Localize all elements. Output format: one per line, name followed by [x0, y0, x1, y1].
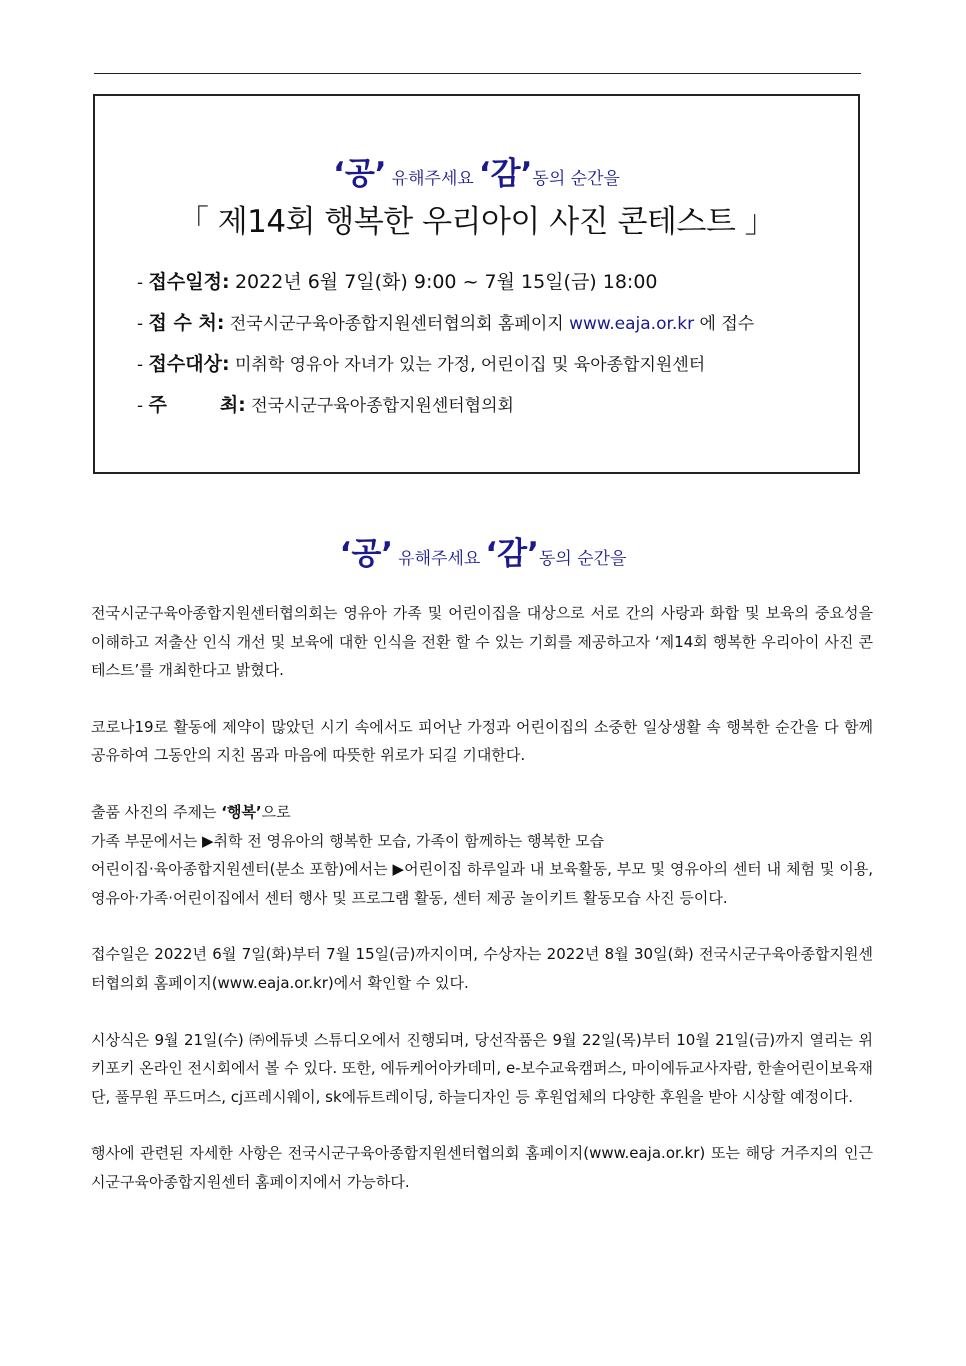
dash: - — [137, 314, 144, 334]
paragraph-intro: 전국시군구육아종합지원센터협의회는 영유아 가족 및 어린이집을 대상으로 서로 간의 사랑과 화합 및 보육의 중요성을 이해하고 저출산 인식 개선 및 보육에 대한 인식을 전환 할 수 있는 기회를 제공하고자 ‘제14회 행복한 우리아이 사진 콘테스트’를 개최한다고 밝혔다. — [91, 604, 873, 680]
info-row-target — [137, 354, 754, 395]
contest-title: 「 제14회 행복한 우리아이 사진 콘테스트 」 — [177, 204, 776, 240]
dash: - — [137, 396, 144, 416]
target-value: 미취학 영유아 자녀가 있는 가정, 어린이집 및 육아종합지원센터 — [234, 355, 706, 375]
info-row-host — [137, 395, 754, 436]
target-label: 접수대상: — [148, 353, 230, 375]
slogan-text-1: 유해주세요 — [391, 169, 474, 189]
paragraph-ceremony: 시상식은 9월 21일(수) ㈜에듀넷 스튜디오에서 진행되며, 당선작품은 9월 22일(목)부터 10월 21일(금)까지 열리는 위키포키 온라인 전시회에서 볼 수 있다. 또한, 에듀케어아카데미, e-보수교육캠퍼스, 마이에듀교사자람, 한솔어린이보육재단, 풀무원 푸드머스, cj프레시웨이, sk에듀트레이딩, 하늘디자인 등 후원업체의 다양한 후원을 받아 시상할 예정이다. — [91, 1030, 873, 1106]
article-body — [91, 599, 873, 1225]
slogan-text-2: 동의 순간을 — [532, 169, 620, 189]
theme-pre: 출품 사진의 주제는 — [91, 802, 217, 821]
slogan-gam: ‘감’ — [478, 156, 533, 192]
info-row-schedule — [137, 272, 754, 313]
slogan-gam: ‘감’ — [485, 536, 539, 572]
info-list — [137, 272, 754, 436]
slogan-text-2: 동의 순간을 — [538, 549, 627, 569]
slogan-gong: ‘공’ — [333, 156, 387, 192]
theme-post: 으로 — [261, 802, 291, 821]
slogan — [95, 148, 858, 193]
host-label: 주 최: — [148, 394, 246, 416]
paragraph-contact: 행사에 관련된 자세한 사항은 전국시군구육아종합지원센터협의회 홈페이지(www.eaja.or.kr) 또는 해당 거주지의 인근 시군구육아종합지원센터 홈페이지에서 가능하다. — [91, 1144, 873, 1191]
paragraph-theme — [91, 798, 873, 827]
top-rule — [94, 73, 861, 74]
host-value: 전국시군구육아종합지원센터협의회 — [251, 396, 514, 416]
slogan-text-1: 유해주세요 — [398, 549, 481, 569]
homepage-link[interactable]: www.eaja.or.kr — [569, 314, 695, 334]
paragraph-dates: 접수일은 2022년 6월 7일(화)부터 7월 15일(금)까지이며, 수상자는 2022년 8월 30일(화) 전국시군구육아종합지원센터협의회 홈페이지(www.eaja.or.kr)에서 확인할 수 있다. — [91, 945, 873, 992]
schedule-label: 접수일정: — [148, 271, 230, 293]
info-row-place — [137, 313, 754, 354]
place-label: 접 수 처: — [148, 312, 225, 334]
slogan-gong: ‘공’ — [339, 536, 394, 572]
slogan-heading — [0, 528, 966, 573]
place-value: 전국시군구육아종합지원센터협의회 홈페이지 — [229, 314, 564, 334]
contest-summary-box — [93, 94, 860, 474]
place-suffix: 에 접수 — [699, 314, 755, 334]
paragraph-daycare: 어린이집·육아종합지원센터(분소 포함)에서는 ▶어린이집 하루일과 내 보육활동, 부모 및 영유아의 센터 내 체험 및 이용, 영유아·가족·어린이집에서 센터 행사 및 프로그램 활동, 센터 제공 놀이키트 활동모습 사진 등이다. — [91, 860, 873, 907]
schedule-value: 2022년 6월 7일(화) 9:00 ~ 7월 15일(금) 18:00 — [234, 271, 658, 293]
theme-bold: ‘행복’ — [221, 802, 262, 821]
paragraph-covid: 코로나19로 활동에 제약이 많았던 시기 속에서도 피어난 가정과 어린이집의 소중한 일상생활 속 행복한 순간을 다 함께 공유하여 그동안의 지친 몸과 마음에 따뜻한 위로가 되길 기대한다. — [91, 717, 873, 765]
dash: - — [137, 355, 144, 375]
dash: - — [137, 273, 144, 293]
paragraph-family: 가족 부문에서는 ▶취학 전 영유아의 행복한 모습, 가족이 함께하는 행복한 모습 — [91, 831, 605, 850]
